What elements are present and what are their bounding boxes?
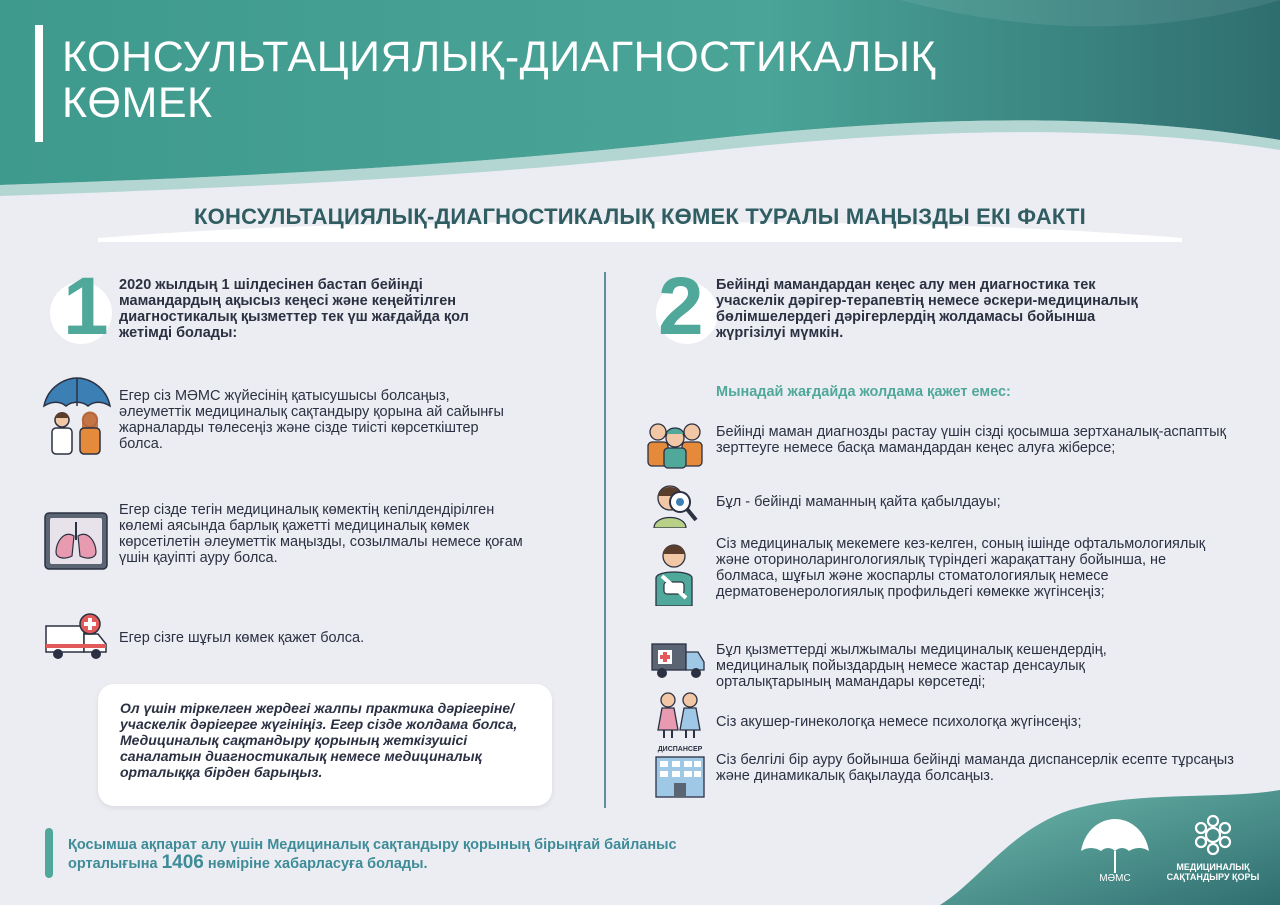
insurance-fund-logo-icon	[1168, 813, 1258, 861]
fact2-heading: Бейінді мамандардан кеңес алу мен диагностика тек учаскелік дәрігер-терапевтің немесе әскери-медициналық бөлімшелердегі дәрігерлердің жолдамасы бойынша жүргізілуі мүмкін.	[716, 277, 1138, 341]
umbrella-family-icon	[42, 376, 112, 456]
mobile-clinic-truck-icon	[650, 640, 706, 680]
fact1-item-1: Егер сіз МӘМС жүйесінің қатысушысы болсаңыз, әлеуметтік медициналық сақтандыру қорына ай сайынғы жарналарды төлесеңіз және сізде тиісті көрсеткіштер болса.	[119, 388, 504, 452]
fact2-item-2: Бұл - бейінді маманның қайта қабылдауы;	[716, 494, 1001, 510]
fact1-number: 1	[63, 261, 107, 352]
dispensary-building-icon	[654, 746, 706, 798]
contact-phone-number: 1406	[161, 852, 204, 873]
doctors-team-icon	[644, 418, 706, 470]
facts-banner	[98, 196, 1182, 242]
insurance-fund-name: МЕДИЦИНАЛЫҚ САҚТАНДЫРУ ҚОРЫ	[1166, 862, 1260, 882]
referral-note-text: Ол үшін тіркелген жердегі жалпы практика дәрігеріне/учаскелік дәрігерге жүгініңіз. Егер сізде жолдама болса, Медициналық сақтандыру қорының жеткізушісі саналатын диагностикалық немесе медициналық орталыққа бірден барыңыз.	[120, 700, 518, 780]
fact2-item-1: Бейінді маман диагнозды растау үшін сізді қосымша зертханалық-аспаптық зерттеуге немесе басқа мамандардан кеңес алуға жіберсе;	[716, 424, 1226, 456]
referral-note-box	[98, 684, 552, 806]
contact-text-before: Қосымша ақпарат алу үшін Медициналық сақтандыру қорының бірыңғай байланыс орталығына	[68, 837, 677, 872]
contact-text-after: нөміріне хабарласуға болады.	[203, 856, 428, 872]
fact1-item-3: Егер сізге шұғыл көмек қажет болса.	[119, 630, 365, 646]
fact2-subheading: Мынадай жағдайда жолдама қажет емес:	[716, 384, 1011, 400]
mams-logo-label: МӘМС	[1099, 873, 1131, 884]
fact1-heading: 2020 жылдың 1 шілдесінен бастап бейінді мамандардың ақысыз кеңесі және кеңейтілген диагностикалық қызметтер тек үш жағдайда қол жетімді болады:	[119, 277, 469, 341]
title-line-1: КОНСУЛЬТАЦИЯЛЫҚ-ДИАГНОСТИКАЛЫҚ	[62, 33, 936, 81]
contact-info	[68, 836, 688, 873]
title-line-2: КӨМЕК	[62, 79, 213, 127]
injured-person-icon	[652, 542, 696, 606]
title-accent-bar	[35, 25, 43, 142]
fact2-item-6: Сіз белгілі бір ауру бойынша бейінді маманда диспансерлік есепте тұрсаңыз және динамикалық бақылауда болсаңыз.	[716, 752, 1234, 784]
footer-accent-bar	[45, 828, 53, 878]
fact1-item-2: Егер сізде тегін медициналық көмектің кепілдендірілген көлемі аясында барлық қажетті медициналық көмек көрсетілетін әлеуметтік маңызды, созылмалы немесе қоғам үшін қауіпті ауру болса.	[119, 502, 523, 566]
page-title	[62, 34, 1062, 126]
dispensary-sign: ДИСПАНСЕР	[657, 746, 703, 753]
fact2-item-3: Сіз медициналық мекемеге кез-келген, соның ішінде офтальмологиялық және оториноларингологиялық түріндегі жарақаттану бойынша, не болмаса, шұғыл және жоспарлы стоматологиялық немесе дерматовенерологиялық профильдегі көмекке жүгінсеңіз;	[716, 536, 1206, 600]
fact2-number: 2	[658, 261, 702, 352]
banner-title: КОНСУЛЬТАЦИЯЛЫҚ-ДИАГНОСТИКАЛЫҚ КӨМЕК ТУРАЛЫ МАҢЫЗДЫ ЕКІ ФАКТІ	[194, 204, 1086, 229]
ambulance-icon	[44, 612, 110, 662]
fact2-item-5: Сіз акушер-гинекологқа немесе психологқа жүгінсеңіз;	[716, 714, 1082, 730]
column-divider	[604, 272, 606, 808]
fact2-item-4: Бұл қызметтерді жылжымалы медициналық кешендердің, медициналық пойыздардың немесе жастар денсаулық орталықтарының мамандары көрсетеді;	[716, 642, 1107, 690]
eye-exam-icon	[650, 480, 702, 528]
lungs-xray-icon	[44, 512, 108, 570]
women-icon	[654, 690, 704, 738]
